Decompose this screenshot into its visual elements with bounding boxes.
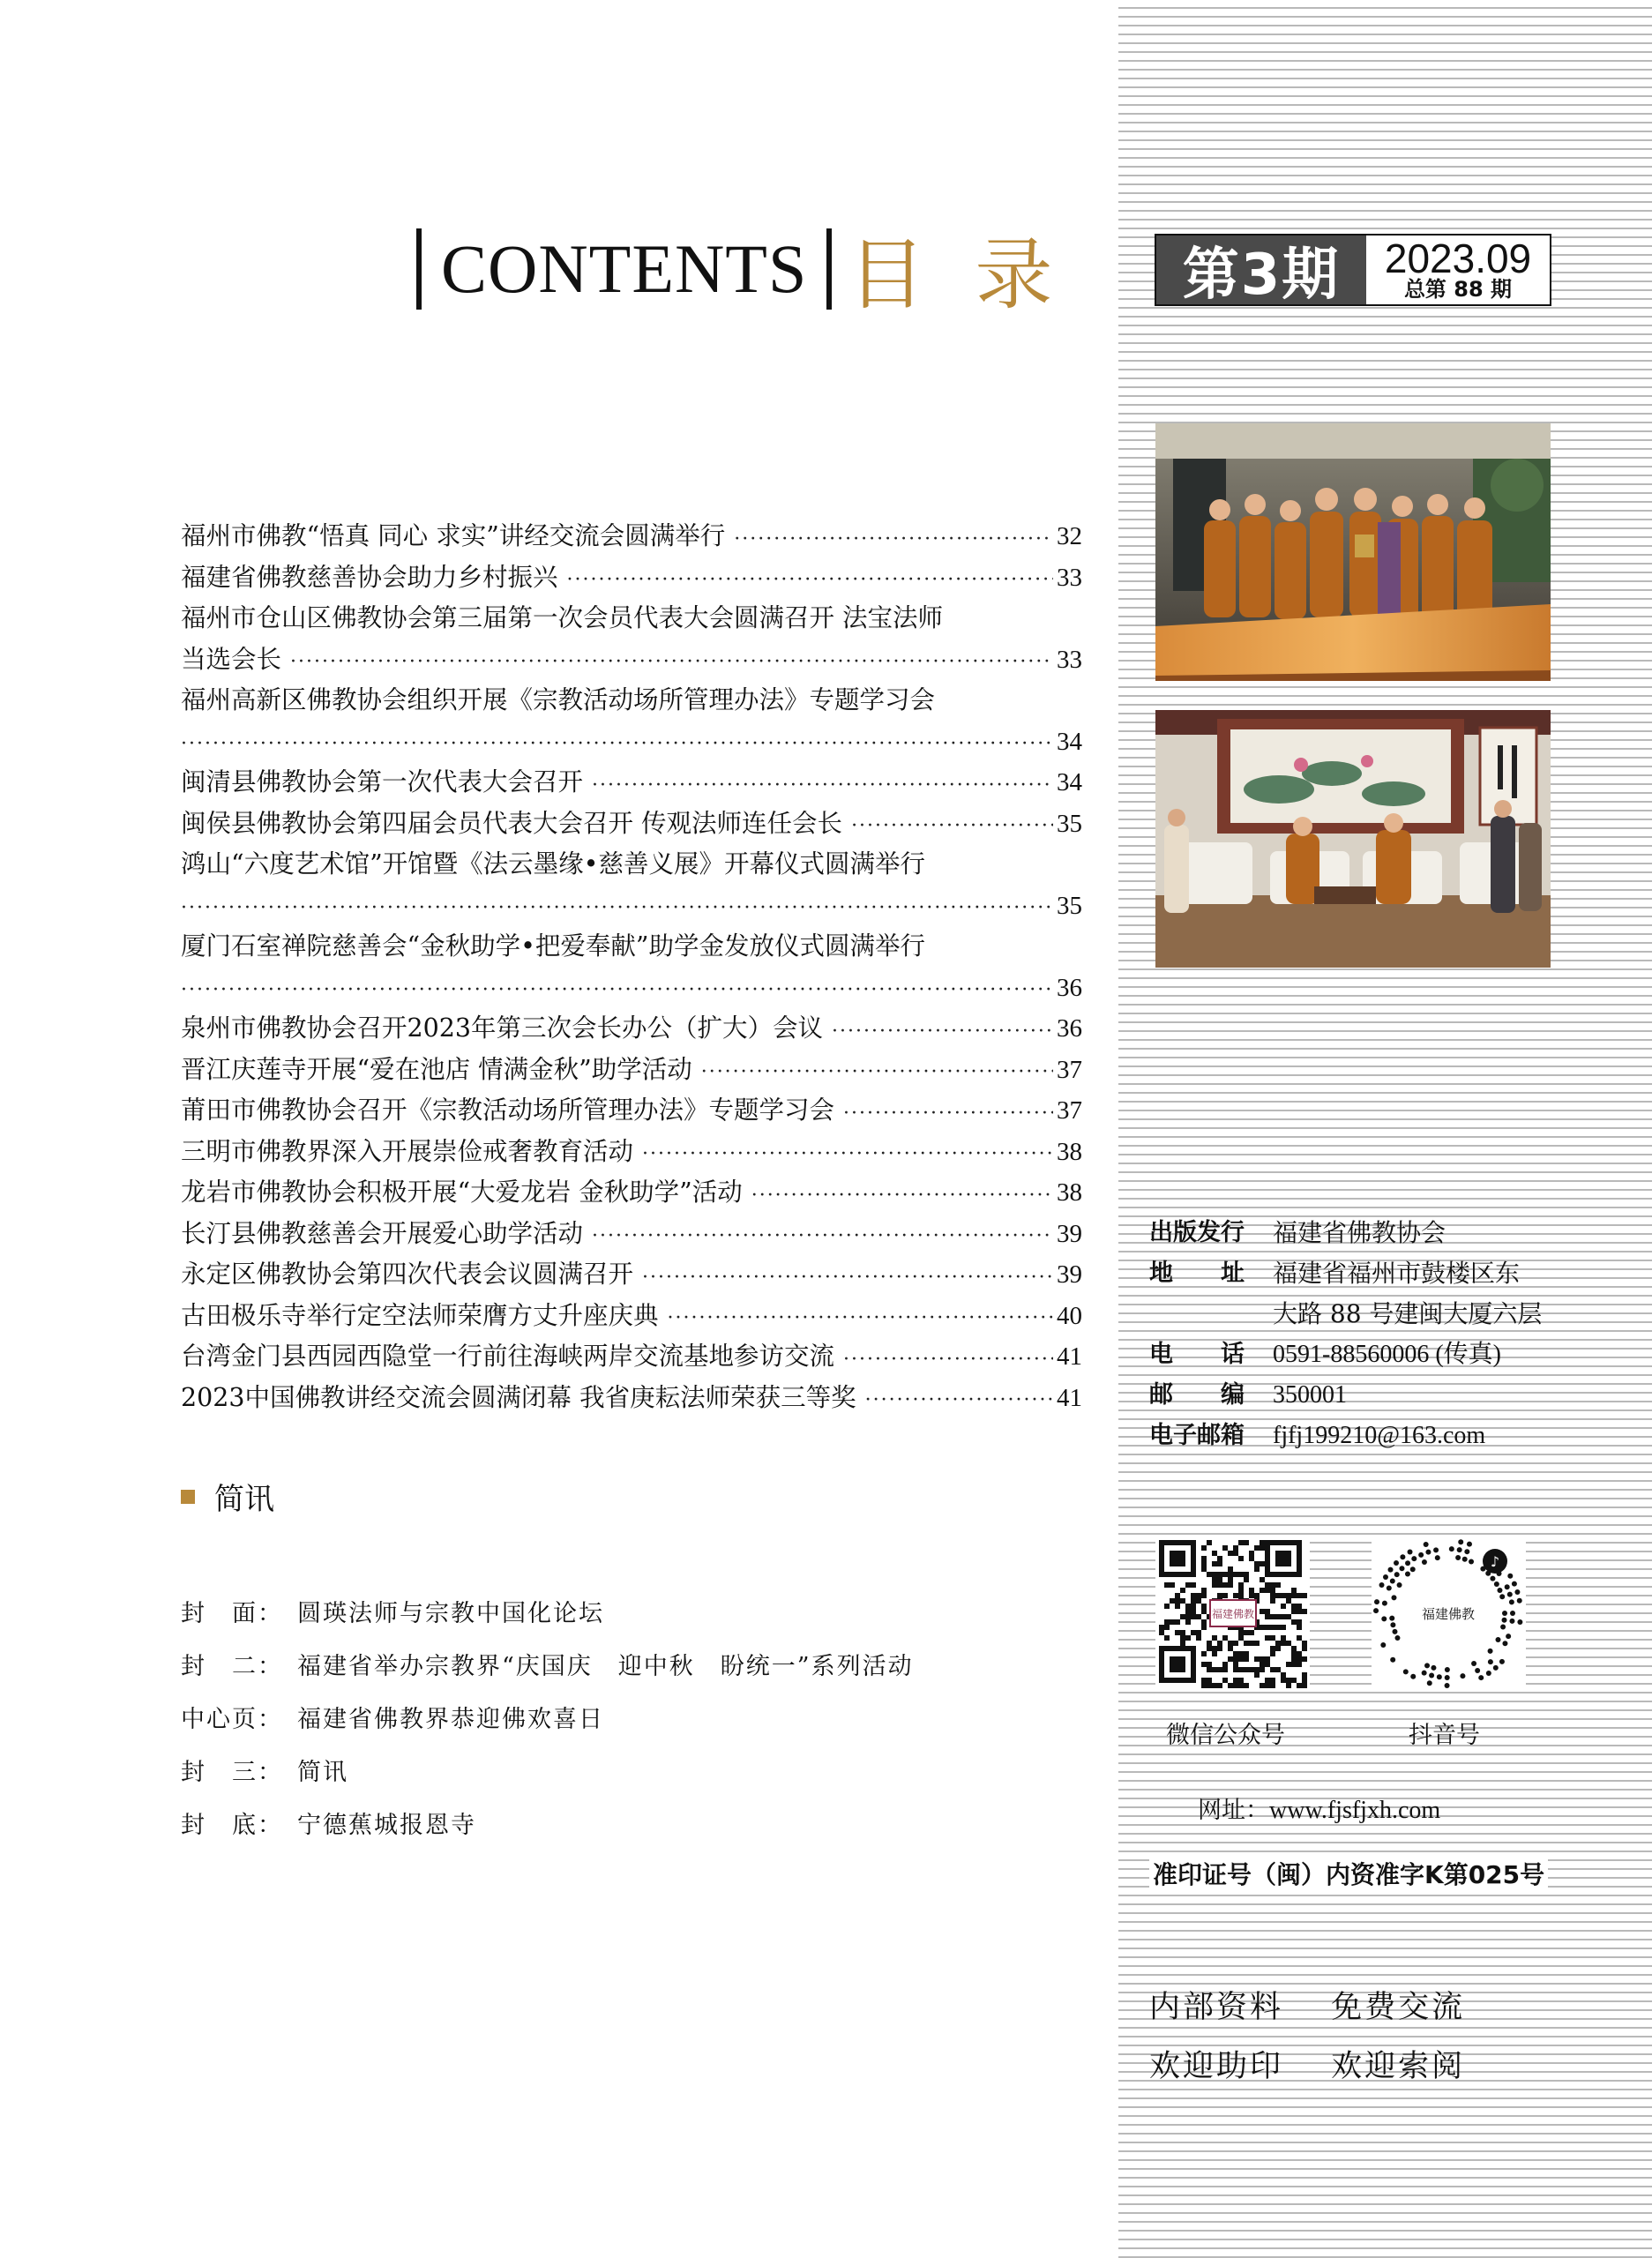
- cover-key: 封 底：: [181, 1812, 283, 1839]
- toc-leader-dots: [290, 639, 1053, 680]
- toc-title: 福州高新区佛教协会组织开展《宗教活动场所管理办法》专题学习会: [181, 685, 936, 714]
- toc-page-number: 33: [1057, 645, 1082, 674]
- toc-line: [181, 762, 1082, 804]
- toc-title: 长汀县佛教慈善会开展爱心助学活动: [181, 1218, 584, 1248]
- toc-leader-dots: [567, 557, 1053, 598]
- contents-header: [416, 225, 1103, 320]
- toc-leader-dots: [751, 1173, 1053, 1214]
- toc-title: 三明市佛教界深入开展崇俭戒奢教育活动: [181, 1136, 634, 1166]
- toc-page-number: 35: [1057, 891, 1082, 920]
- cover-key: 中心页：: [181, 1706, 283, 1733]
- toc-title: 古田极乐寺举行定空法师荣膺方丈升座庆典: [181, 1300, 659, 1330]
- toc-entry[interactable]: [181, 1254, 1082, 1296]
- toc-title: 泉州市佛教协会召开2023年第三次会长办公（扩大）会议: [181, 1013, 824, 1043]
- issue-number: 第3期: [1156, 236, 1366, 304]
- toc-entry[interactable]: [181, 516, 1082, 557]
- cover-row: [181, 1799, 914, 1852]
- header-bar-left: [416, 228, 422, 310]
- brief-label: 简讯: [214, 1482, 274, 1517]
- cover-value: 福建省佛教界恭迎佛欢喜日: [297, 1706, 604, 1733]
- toc-leader-dots: [832, 1009, 1053, 1050]
- issue-date: 2023.09: [1384, 236, 1532, 281]
- license-number: 准印证号（闽）内资准字K第025号: [1149, 1854, 1548, 1893]
- toc-leader-dots: [181, 722, 1053, 762]
- info-key: 地 址: [1149, 1260, 1245, 1287]
- cover-row: [181, 1641, 914, 1694]
- mulu-title: 目录: [848, 229, 1103, 320]
- toc-line: [181, 804, 1082, 845]
- toc-entry[interactable]: [181, 1132, 1082, 1173]
- cover-key: 封 二：: [181, 1653, 283, 1680]
- toc-page-number: 37: [1057, 1096, 1082, 1125]
- toc-title: 永定区佛教协会第四次代表会议圆满召开: [181, 1260, 634, 1289]
- toc-entry[interactable]: [181, 1172, 1082, 1214]
- toc-title: 晋江庆莲寺开展“爱在池店 情满金秋”助学活动: [181, 1054, 692, 1084]
- toc-entry[interactable]: [181, 1050, 1082, 1091]
- wechat-logo-text: 福建佛教: [1211, 1608, 1255, 1620]
- info-value: 福建省福州市鼓楼区东: [1273, 1259, 1521, 1288]
- brief-section-header: [181, 1475, 274, 1518]
- toc-leader-dots: [592, 763, 1053, 804]
- info-value: 福建省佛教协会: [1273, 1218, 1446, 1247]
- info-value: 350001: [1273, 1381, 1347, 1409]
- info-value: 0591-88560006 (传真): [1273, 1341, 1501, 1368]
- info-email: [1149, 1416, 1608, 1456]
- toc-line: [181, 1172, 1082, 1214]
- photo-monks-group: [1155, 423, 1551, 681]
- toc-page-number: 39: [1057, 1260, 1082, 1289]
- toc-title: 莆田市佛教协会召开《宗教活动场所管理办法》专题学习会: [181, 1095, 835, 1125]
- cover-row: [181, 1694, 914, 1746]
- toc-line: [181, 886, 1082, 927]
- toc-entry[interactable]: [181, 1214, 1082, 1255]
- toc-leader-dots: [592, 1214, 1053, 1254]
- cover-value: 圆瑛法师与宗教中国化论坛: [297, 1600, 604, 1627]
- toc-page-number: 38: [1057, 1137, 1082, 1166]
- website: [1198, 1791, 1440, 1825]
- toc-entry[interactable]: [181, 804, 1082, 845]
- toc-line: [181, 1008, 1082, 1050]
- toc-entry[interactable]: [181, 1336, 1082, 1378]
- toc-title: 闽侯县佛教协会第四届会员代表大会召开 传观法师连任会长: [181, 808, 843, 838]
- table-of-contents: [181, 516, 1082, 1418]
- toc-line: [181, 1132, 1082, 1173]
- toc-title: 台湾金门县西园西隐堂一行前往海峡两岸交流基地参访交流: [181, 1342, 835, 1371]
- toc-line: [181, 968, 1082, 1009]
- toc-entry[interactable]: [181, 1090, 1082, 1132]
- toc-entry[interactable]: [181, 598, 1082, 680]
- toc-title: 当选会长: [181, 644, 282, 674]
- info-zip: [1149, 1375, 1608, 1416]
- website-link[interactable]: www.fjsfjxh.com: [1269, 1797, 1441, 1824]
- toc-page-number: 39: [1057, 1219, 1082, 1248]
- slogan-1: 内部资料 免费交流: [1149, 1990, 1466, 2025]
- cover-row: [181, 1746, 914, 1799]
- contents-title: CONTENTS: [441, 230, 808, 307]
- cover-key: 封 面：: [181, 1600, 283, 1627]
- toc-leader-dots: [843, 1091, 1053, 1132]
- toc-entry[interactable]: [181, 1296, 1082, 1337]
- header-bar-middle: [826, 228, 832, 310]
- wechat-label: 微信公众号: [1166, 1722, 1285, 1749]
- wechat-qr-code[interactable]: [1155, 1536, 1310, 1691]
- toc-entry[interactable]: [181, 926, 1082, 1008]
- toc-page-number: 33: [1057, 563, 1082, 592]
- toc-entry[interactable]: [181, 762, 1082, 804]
- toc-line: [181, 639, 1082, 681]
- toc-page-number: 37: [1057, 1055, 1082, 1084]
- douyin-label: 抖音号: [1409, 1722, 1480, 1749]
- info-address: [1149, 1253, 1608, 1294]
- toc-leader-dots: [843, 1337, 1053, 1378]
- toc-page-number: 34: [1057, 727, 1082, 756]
- toc-title: 福建省佛教慈善协会助力乡村振兴: [181, 562, 558, 592]
- info-key: 电子邮箱: [1149, 1422, 1245, 1449]
- douyin-qr-code[interactable]: [1372, 1536, 1526, 1691]
- toc-leader-dots: [865, 1378, 1053, 1418]
- toc-entry[interactable]: [181, 1378, 1082, 1419]
- toc-line: [181, 1336, 1082, 1378]
- cover-value: 宁德蕉城报恩寺: [297, 1812, 476, 1839]
- toc-leader-dots: [668, 1296, 1053, 1336]
- toc-leader-dots: [181, 886, 1053, 926]
- toc-page-number: 36: [1057, 973, 1082, 1002]
- toc-leader-dots: [642, 1255, 1053, 1296]
- issue-total: 总第 88 期: [1403, 277, 1513, 302]
- cover-value: 简讯: [297, 1759, 348, 1786]
- toc-page-number: 41: [1057, 1342, 1082, 1371]
- cover-value: 福建省举办宗教界“庆国庆 迎中秋 盼统一”系列活动: [297, 1653, 914, 1680]
- toc-page-number: 40: [1057, 1301, 1082, 1330]
- info-key: 出版发行: [1149, 1219, 1245, 1246]
- toc-line: [181, 1254, 1082, 1296]
- toc-line: [181, 1214, 1082, 1255]
- toc-leader-dots: [181, 968, 1053, 1008]
- douyin-note-icon: ♪: [1490, 1553, 1500, 1570]
- website-prefix: 网址：: [1198, 1797, 1269, 1824]
- toc-line: [181, 1296, 1082, 1337]
- cover-list: [181, 1588, 914, 1852]
- info-key: 邮 编: [1149, 1381, 1245, 1409]
- toc-page-number: 36: [1057, 1014, 1082, 1043]
- toc-entry[interactable]: [181, 1008, 1082, 1050]
- toc-line: [181, 516, 1082, 557]
- slogan-2: 欢迎助印 欢迎索阅: [1149, 2049, 1466, 2084]
- toc-page-number: 34: [1057, 768, 1082, 796]
- toc-entry[interactable]: [181, 680, 1082, 762]
- info-value[interactable]: fjfj199210@163.com: [1273, 1422, 1486, 1449]
- toc-line: [181, 722, 1082, 763]
- cover-row: [181, 1588, 914, 1641]
- striped-side-panel: [1118, 0, 1652, 2258]
- gold-square-bullet: [181, 1490, 195, 1504]
- toc-page-number: 32: [1057, 522, 1082, 550]
- douyin-logo-text: 福建佛教: [1421, 1606, 1476, 1622]
- toc-page-number: 41: [1057, 1383, 1082, 1412]
- toc-title: 福州市佛教“悟真 同心 求实”讲经交流会圆满举行: [181, 521, 726, 550]
- info-phone: [1149, 1335, 1608, 1375]
- toc-line: [181, 1050, 1082, 1091]
- issue-badge: [1155, 234, 1551, 306]
- info-value: 大路 88 号建闽大厦六层: [1273, 1299, 1543, 1328]
- info-address-cont: [1149, 1294, 1608, 1335]
- info-publisher: [1149, 1213, 1608, 1253]
- issue-side: [1366, 236, 1550, 304]
- toc-leader-dots: [734, 517, 1053, 557]
- toc-leader-dots: [701, 1050, 1053, 1090]
- toc-line: [181, 557, 1082, 599]
- photo-reception-room: [1155, 710, 1551, 968]
- toc-page-number: 35: [1057, 809, 1082, 838]
- toc-title: 2023中国佛教讲经交流会圆满闭幕 我省庚耘法师荣获三等奖: [181, 1382, 856, 1412]
- toc-title: 龙岩市佛教协会积极开展“大爱龙岩 金秋助学”活动: [181, 1178, 743, 1207]
- cover-key: 封 三：: [181, 1759, 283, 1786]
- toc-title: 鸿山“六度艺术馆”开馆暨《法云墨缘•慈善义展》开幕仪式圆满举行: [181, 849, 925, 879]
- toc-line: [181, 1090, 1082, 1132]
- toc-title: 厦门石室禅院慈善会“金秋助学•把爱奉献”助学金发放仪式圆满举行: [181, 931, 925, 961]
- toc-title: 闽清县佛教协会第一次代表大会召开: [181, 767, 584, 796]
- toc-title: 福州市仓山区佛教协会第三届第一次会员代表大会圆满召开 法宝法师: [181, 603, 944, 632]
- publication-info: [1149, 1213, 1608, 1456]
- toc-entry[interactable]: [181, 557, 1082, 599]
- toc-entry[interactable]: [181, 844, 1082, 926]
- toc-line: [181, 1378, 1082, 1419]
- toc-leader-dots: [851, 804, 1053, 844]
- info-key: 电 话: [1149, 1341, 1245, 1368]
- info-key-empty: [1149, 1294, 1273, 1335]
- toc-page-number: 38: [1057, 1178, 1082, 1207]
- toc-leader-dots: [642, 1132, 1053, 1172]
